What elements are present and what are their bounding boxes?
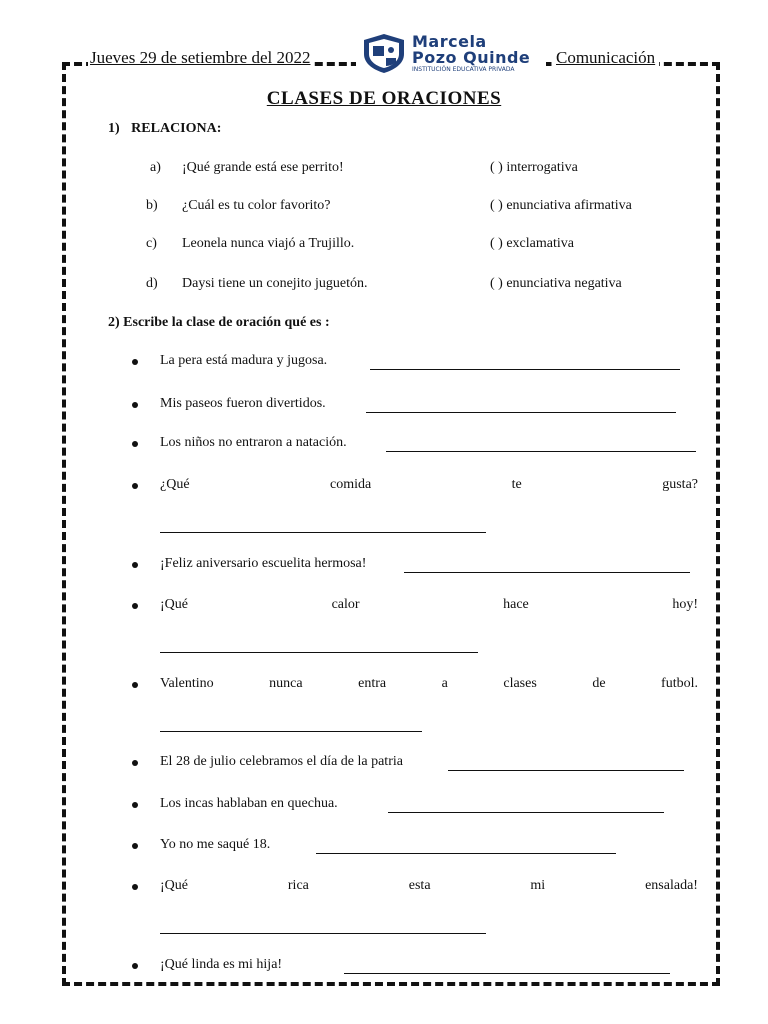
word: ¡Qué	[160, 597, 188, 612]
word: futbol.	[661, 676, 698, 691]
word: a	[441, 676, 448, 691]
section1-number: 1)	[108, 121, 120, 136]
row-letter: a)	[150, 160, 161, 175]
word: te	[511, 477, 522, 492]
section2-heading: 2) Escribe la clase de oración qué es :	[108, 315, 330, 330]
bullet-icon	[132, 963, 138, 969]
bullet-icon	[132, 682, 138, 688]
item-text: El 28 de julio celebramos el día de la patria	[160, 754, 403, 769]
word: mi	[530, 878, 546, 893]
subject-label: Comunicación	[552, 48, 659, 68]
bullet-icon	[132, 359, 138, 365]
answer-blank[interactable]	[160, 730, 422, 732]
item-text: La pera está madura y jugosa.	[160, 353, 328, 368]
answer-blank[interactable]	[344, 961, 670, 974]
word: de	[592, 676, 606, 691]
bullet-icon	[132, 843, 138, 849]
item-text: ¡Qué linda es mi hija!	[160, 957, 283, 972]
row-option[interactable]: ( ) enunciativa negativa	[490, 276, 622, 291]
item-text	[160, 878, 698, 894]
row-sentence: Daysi tiene un conejito juguetón.	[182, 276, 368, 291]
bullet-icon	[132, 483, 138, 489]
item-text: ¡Feliz aniversario escuelita hermosa!	[160, 556, 367, 571]
bullet-icon	[132, 441, 138, 447]
row-sentence: ¿Cuál es tu color favorito?	[182, 198, 331, 213]
item-text: Los incas hablaban en quechua.	[160, 796, 338, 811]
logo-text-line2: Pozo Quinde	[412, 48, 531, 67]
answer-blank[interactable]	[160, 932, 486, 934]
word: ¿Qué	[160, 477, 190, 492]
word: nunca	[269, 676, 303, 691]
item-text: Los niños no entraron a natación.	[160, 435, 347, 450]
item-text	[160, 597, 698, 613]
logo-text-line1: Marcela	[412, 32, 487, 51]
word: clases	[503, 676, 537, 691]
answer-blank[interactable]	[366, 400, 676, 413]
logo-subtitle: INSTITUCIÓN EDUCATIVA PRIVADA	[412, 66, 515, 73]
answer-blank[interactable]	[316, 841, 616, 854]
answer-blank[interactable]	[370, 357, 680, 370]
word: Valentino	[160, 676, 214, 691]
row-letter: d)	[146, 276, 158, 291]
bullet-icon	[132, 884, 138, 890]
row-option[interactable]: ( ) interrogativa	[490, 160, 578, 175]
item-text	[160, 676, 698, 692]
word: ¡Qué	[160, 878, 188, 893]
row-option[interactable]: ( ) exclamativa	[490, 236, 574, 251]
row-option[interactable]: ( ) enunciativa afirmativa	[490, 198, 632, 213]
row-sentence: ¡Qué grande está ese perrito!	[182, 160, 344, 175]
row-letter: b)	[146, 198, 158, 213]
word: esta	[408, 878, 431, 893]
answer-blank[interactable]	[160, 651, 478, 653]
word: calor	[331, 597, 360, 612]
word: rica	[287, 878, 309, 893]
bullet-icon	[132, 603, 138, 609]
answer-blank[interactable]	[404, 560, 690, 573]
item-text: Mis paseos fueron divertidos.	[160, 396, 326, 411]
word: entra	[358, 676, 387, 691]
answer-blank[interactable]	[448, 758, 684, 771]
word: hace	[503, 597, 529, 612]
item-text	[160, 477, 698, 493]
section1-label: RELACIONA:	[131, 121, 222, 136]
match-row	[150, 160, 710, 180]
header	[0, 32, 768, 80]
bullet-icon	[132, 760, 138, 766]
word: ensalada!	[645, 878, 698, 893]
page-title: CLASES DE ORACIONES	[266, 88, 502, 109]
match-row	[146, 276, 706, 296]
match-row	[146, 198, 706, 218]
bullet-icon	[132, 802, 138, 808]
row-sentence: Leonela nunca viajó a Trujillo.	[182, 236, 355, 251]
bullet-icon	[132, 402, 138, 408]
match-row	[146, 236, 706, 256]
section1-heading	[108, 121, 221, 137]
date-label: Jueves 29 de setiembre del 2022	[90, 48, 311, 67]
answer-blank[interactable]	[388, 800, 664, 813]
item-text: Yo no me saqué 18.	[160, 837, 271, 852]
shield-icon	[358, 32, 410, 74]
school-logo	[356, 34, 546, 78]
row-letter: c)	[146, 236, 157, 251]
answer-blank[interactable]	[160, 531, 486, 533]
word: gusta?	[662, 477, 698, 492]
word: comida	[330, 477, 372, 492]
bullet-icon	[132, 562, 138, 568]
answer-blank[interactable]	[386, 439, 696, 452]
word: hoy!	[672, 597, 698, 612]
